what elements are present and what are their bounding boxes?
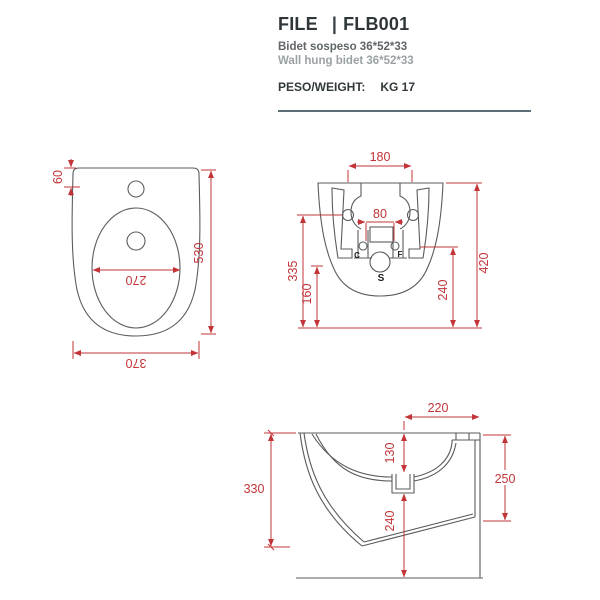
dim-80: 80: [373, 207, 387, 221]
left-slot: [332, 188, 352, 258]
back-view-dimensions: [297, 166, 482, 328]
drain-hole: [127, 232, 145, 250]
front-outer-curve: [300, 433, 362, 546]
cold-inlet-hole: [359, 242, 367, 250]
bottom-slope-outer: [362, 517, 475, 546]
dim-220: 220: [427, 401, 449, 415]
dim-160: 160: [300, 283, 314, 305]
dim-530: 530: [192, 242, 206, 264]
dim-250: 250: [494, 472, 516, 486]
basin-back-outer: [414, 440, 452, 477]
file-label: FILE: [278, 14, 318, 34]
dim-420: 420: [477, 252, 491, 274]
dim-60: 60: [51, 170, 65, 184]
front-inner-curve: [304, 433, 364, 542]
weight-label: PESO/WEIGHT:: [278, 80, 366, 94]
dim-370: 370: [125, 356, 147, 370]
cold-inlet-label: C: [354, 251, 360, 260]
dim-335: 335: [286, 260, 300, 282]
drain-outlet-hole: [370, 252, 390, 272]
subtitle-italian: Bidet sospeso 36*52*33: [278, 41, 408, 53]
dim-240-back: 240: [436, 279, 450, 301]
bottom-slope-inner: [364, 514, 473, 542]
top-view: [72, 168, 200, 336]
subtitle-english: Wall hung bidet 36*52*33: [278, 55, 414, 67]
hot-inlet-label: F: [397, 250, 403, 259]
drain-outlet-label: S: [377, 273, 385, 284]
dim-130: 130: [383, 442, 397, 464]
basin-curve-inner: [316, 434, 392, 481]
dim-270: 270: [125, 273, 147, 287]
faucet-hole: [128, 181, 144, 197]
dim-180: 180: [369, 150, 391, 164]
basin-ellipse: [92, 208, 180, 328]
dim-330: 330: [243, 482, 265, 496]
fixture-box: [370, 227, 393, 242]
dim-240-side: 240: [383, 510, 397, 532]
drain-trap-outer: [392, 474, 414, 493]
weight-value: KG 17: [380, 80, 416, 94]
top-view-outline: [72, 168, 200, 336]
title-separator: |: [331, 14, 338, 34]
drain-trap-inner: [396, 474, 410, 489]
hot-inlet-hole: [391, 242, 399, 250]
product-code: FLB001: [343, 14, 410, 34]
side-view-dim-labels: [244, 401, 518, 531]
fixing-step: [452, 433, 480, 440]
basin-curve-outer: [312, 434, 392, 477]
